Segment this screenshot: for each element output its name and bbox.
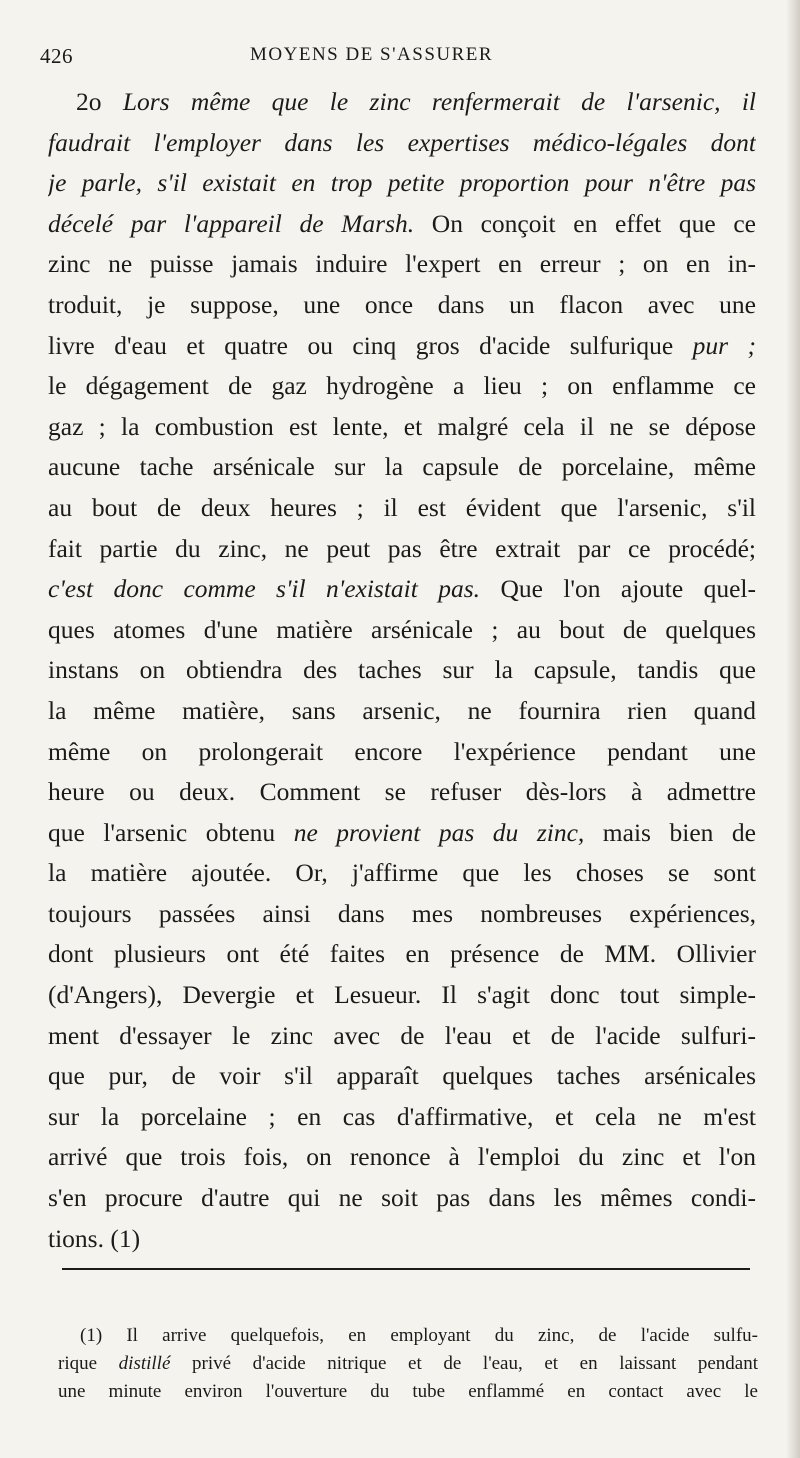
text-line: c'est donc comme s'il n'existait pas. Que l'on ajoute quel- [48, 574, 756, 604]
text-line: ques atomes d'une matière arsénicale ; au bout de quelques [48, 614, 756, 644]
text-line: ment d'essayer le zinc avec de l'eau et de l'acide sulfuri- [48, 1020, 756, 1050]
page-edge-shadow [786, 0, 800, 1458]
text-line: la matière ajoutée. Or, j'affirme que les choses se sont [48, 858, 756, 888]
text-line: aucune tache arsénicale sur la capsule de porcelaine, même [48, 452, 756, 482]
footnote-line: rique distillé privé d'acide nitrique et de l'eau, et en laissant pendant [58, 1353, 758, 1374]
page-number: 426 [40, 44, 73, 68]
text-line: (d'Angers), Devergie et Lesueur. Il s'agit donc tout simple- [48, 980, 756, 1010]
text-line: que l'arsenic obtenu ne provient pas du zinc, mais bien de [48, 817, 756, 847]
text-line: même on prolongerait encore l'expérience pendant une [48, 736, 756, 766]
text-line: livre d'eau et quatre ou cinq gros d'acide sulfurique pur ; [48, 330, 756, 360]
body-text [48, 82, 756, 1259]
text-line: la même matière, sans arsenic, ne fournira rien quand [48, 695, 756, 725]
text-line: que pur, de voir s'il apparaît quelques taches arsénicales [48, 1061, 756, 1091]
text-line: arrivé que trois fois, on renonce à l'emploi du zinc et l'on [48, 1142, 756, 1172]
text-line: dont plusieurs ont été faites en présence de MM. Ollivier [48, 939, 756, 969]
page-header [40, 44, 760, 78]
text-line: instans on obtiendra des taches sur la capsule, tandis que [48, 655, 756, 685]
text-line: s'en procure d'autre qui ne soit pas dans les mêmes condi- [48, 1183, 756, 1213]
text-line: tions. (1) [48, 1223, 141, 1253]
text-line: faudrait l'employer dans les expertises médico-légales dont [48, 127, 756, 157]
footnote-rule [62, 1268, 750, 1270]
footnote [58, 1322, 758, 1406]
text-line: je parle, s'il existait en trop petite proportion pour n'être pas [48, 168, 756, 198]
text-line: heure ou deux. Comment se refuser dès-lors à admettre [48, 777, 756, 807]
text-line: fait partie du zinc, ne peut pas être extrait par ce procédé; [48, 533, 756, 563]
running-head: MOYENS DE S'ASSURER [250, 44, 494, 65]
footnote-line: une minute environ l'ouverture du tube enflammé en contact avec le [58, 1381, 758, 1402]
text-line: troduit, je suppose, une once dans un flacon avec une [48, 289, 756, 319]
text-line: le dégagement de gaz hydrogène a lieu ; on enflamme ce [48, 371, 756, 401]
text-line: sur la porcelaine ; en cas d'affirmative, et cela ne m'est [48, 1101, 756, 1131]
text-line: zinc ne puisse jamais induire l'expert en erreur ; on en in- [48, 249, 756, 279]
text-line: gaz ; la combustion est lente, et malgré cela il ne se dépose [48, 411, 756, 441]
text-line: 2o Lors même que le zinc renfermerait de l'arsenic, il [76, 87, 756, 116]
footnote-line: (1) Il arrive quelquefois, en employant du zinc, de l'acide sulfu- [80, 1325, 758, 1346]
text-line: toujours passées ainsi dans mes nombreuses expériences, [48, 898, 756, 928]
text-line: décelé par l'appareil de Marsh. On conçoit en effet que ce [48, 208, 756, 238]
text-line: au bout de deux heures ; il est évident que l'arsenic, s'il [48, 492, 756, 522]
